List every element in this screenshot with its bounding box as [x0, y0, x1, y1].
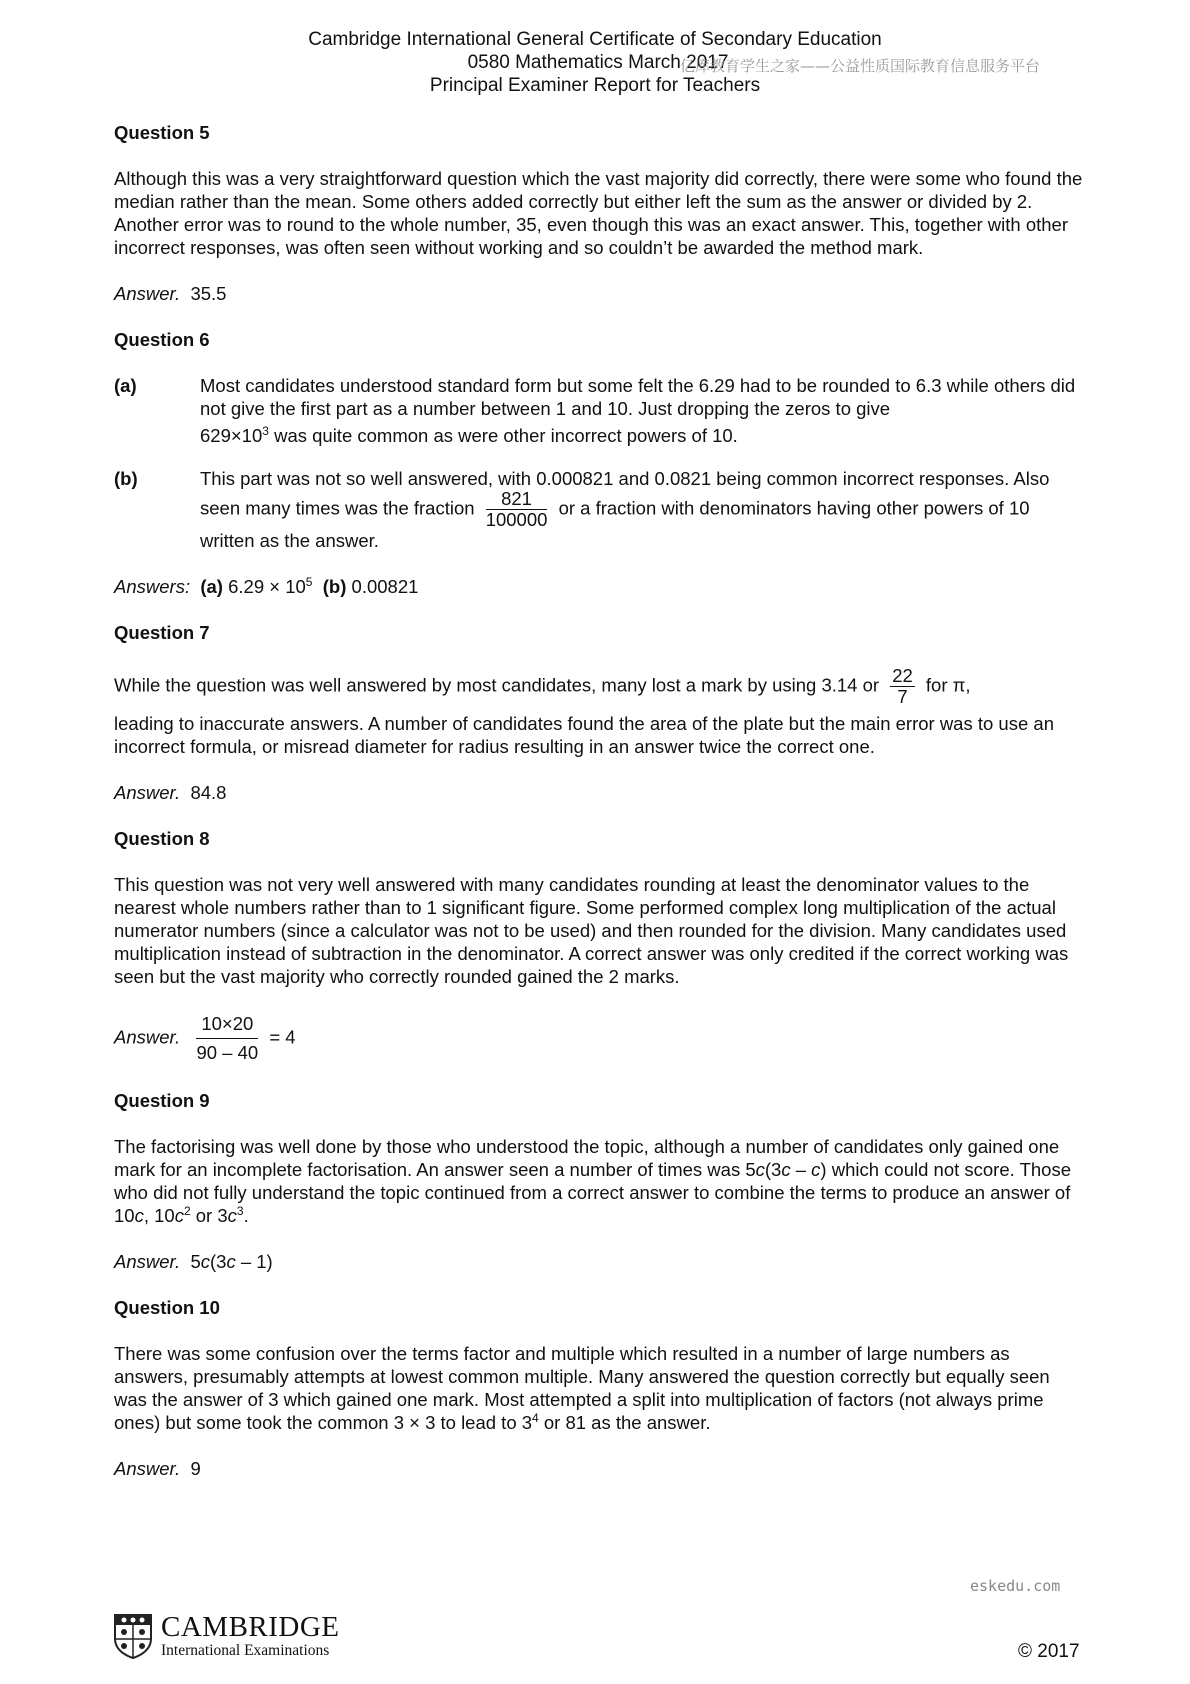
question-6-part-b	[114, 467, 1084, 552]
part-label: (a)	[114, 375, 137, 396]
text-run: The factorising was well done by those who understood the topic, although a number of candidates only gained one mark for an incomplete factorisation. An answer seen a number of times was 5	[114, 1136, 1060, 1180]
question-8-answer	[114, 1011, 1084, 1066]
answer-a-exponent: 5	[305, 574, 313, 589]
fraction	[196, 1011, 258, 1066]
part-label: (b)	[114, 468, 138, 489]
fraction-numerator: 10×20	[196, 1011, 258, 1039]
fraction-denominator: 100000	[485, 509, 548, 530]
question-5-title: Question 5	[114, 122, 210, 143]
question-7-text-1: While the question was well answered by most candidates, many lost a mark by using 3.14 or	[114, 674, 880, 696]
part-b-text-end: or a fraction with denominators having other powers of 10 written as the answer.	[200, 497, 1030, 551]
question-8-title: Question 8	[114, 828, 210, 849]
cambridge-logo	[113, 1612, 353, 1660]
report-content	[114, 121, 1084, 1503]
expression-exponent: 3	[262, 423, 269, 438]
question-10-body	[114, 1342, 1084, 1434]
question-5-body: Although this was a very straightforward question which the vast majority did correctly, there were some who found the median rather than the mean. Some others added correctly but either left the sum as the answer or divided by 2. Another error was to round to the whole number, 35, even though this was an exact answer. This, together with other incorrect responses, was often seen without working and so couldn’t be awarded the method mark.	[114, 168, 1083, 258]
answer-label: Answer.	[114, 782, 181, 803]
answer-label: Answer.	[114, 1251, 181, 1272]
question-7-text-3: leading to inaccurate answers. A number of candidates found the area of the plate but the main error was to use an incorrect formula, or misread diameter for radius resulting in an answer twice the correct one.	[114, 713, 1054, 757]
part-b-text: This part was not so well answered, with 0.000821 and 0.0821 being common incorrect responses. Also seen many times was the fraction	[200, 468, 1050, 519]
shield-crest-icon	[113, 1613, 153, 1659]
watermark: 亿库教育学生之家——公益性质国际教育信息服务平台	[680, 57, 1041, 75]
text-run: There was some confusion over the terms factor and multiple which resulted in a number of large numbers as answers, presumably attempts at lowest common multiple. Many answered the question correctly but equally seen was the answer of 3 which gained one mark. Most attempted a split into multiplication of factors (not always prime ones) but some took the common 3 × 3 to lead to 3	[114, 1343, 1050, 1433]
fraction-numerator: 821	[486, 490, 548, 510]
question-6-part-a	[114, 374, 1084, 447]
answer-label: Answer.	[114, 283, 181, 304]
question-6-answer	[114, 575, 1084, 598]
answer-result: = 4	[269, 1026, 296, 1048]
question-7-text-2: for π,	[925, 674, 971, 696]
question-5-answer	[114, 282, 1084, 305]
logo-subtitle: International Examinations	[161, 1642, 330, 1659]
answer-value: 9	[190, 1458, 201, 1479]
answer-label: Answers:	[114, 576, 191, 597]
variable-c: c	[781, 1159, 791, 1180]
variable-c: c	[227, 1205, 237, 1226]
variable-c: c	[755, 1159, 765, 1180]
variable-c: c	[226, 1251, 236, 1272]
header-line-1: Cambridge International General Certificate of Secondary Education	[308, 29, 882, 50]
answer-a-label: (a)	[200, 576, 223, 597]
part-a-text-end: was quite common as were other incorrect powers of 10.	[274, 425, 738, 446]
answer-b-label: (b)	[322, 576, 347, 597]
part-a-text: Most candidates understood standard form but some felt the 6.29 had to be rounded to 6.3 while others did not give the first part as a number between 1 and 10. Just dropping the zeros to give	[200, 375, 1076, 419]
text-run: –	[790, 1159, 812, 1180]
text-run: or 3	[190, 1205, 228, 1226]
answer-part: – 1)	[235, 1251, 273, 1272]
variable-c: c	[200, 1251, 210, 1272]
answer-a: 6.29 × 10	[228, 576, 306, 597]
fraction-denominator: 7	[897, 686, 908, 707]
question-6-title: Question 6	[114, 329, 210, 350]
question-7-title: Question 7	[114, 622, 210, 643]
question-7-body	[114, 667, 1084, 758]
logo-word: CAMBRIDGE	[161, 1611, 340, 1643]
site-watermark: eskedu.com	[970, 1577, 1061, 1595]
question-10-title: Question 10	[114, 1297, 220, 1318]
variable-c: c	[174, 1205, 184, 1226]
question-7-answer	[114, 781, 1084, 804]
variable-c: c	[811, 1159, 821, 1180]
text-run: ) which could not score. Those who did not fully understand the topic continued from a correct answer to combine the terms to produce an answer of 10	[114, 1159, 1071, 1226]
question-9-body: The factorising was well done by those who understood the topic, although a number of candidates only gained one mark for an incomplete factorisation. An answer seen a number of times was 5c(3c – c) which could not score. Those who did not fully understand the topic continued from a correct answer to combine the terms to produce an answer of 10c, $10c^2$ or $3c^3$.	[114, 1136, 1071, 1226]
fraction-denominator: 90 – 40	[196, 1042, 259, 1063]
answer-value: 84.8	[190, 782, 227, 803]
answer-part: 5	[190, 1251, 201, 1272]
variable-c: c	[134, 1205, 144, 1226]
question-9-title: Question 9	[114, 1090, 210, 1111]
answer-part: (3	[209, 1251, 227, 1272]
question-8-body: This question was not very well answered with many candidates rounding at least the denominator values to the nearest whole numbers rather than to 1 significant figure. Some performed complex long multiplication of the actual numerator numbers (since a calculator was not to be used) and then rounded for the division. Many candidates used multiplication instead of subtraction in the denominator. A correct answer was only credited if the correct working was seen but the vast majority who correctly rounded gained the 2 marks.	[114, 874, 1069, 987]
text-run: or 81 as the answer.	[538, 1412, 711, 1433]
answer-label: Answer.	[114, 1026, 181, 1048]
fraction	[486, 490, 548, 529]
fraction	[890, 667, 915, 706]
expression-base: 629×10	[200, 425, 263, 446]
text-run: (3	[764, 1159, 782, 1180]
question-10-answer	[114, 1457, 1084, 1480]
answer-b: 0.00821	[351, 576, 419, 597]
copyright: © 2017	[1018, 1641, 1080, 1662]
answer-value: 35.5	[190, 283, 227, 304]
exponent: 2	[183, 1203, 191, 1218]
fraction-numerator: 22	[892, 665, 913, 686]
header-line-3: Principal Examiner Report for Teachers	[429, 75, 761, 96]
header-line-2: 0580 Mathematics March 2017	[467, 52, 729, 73]
exponent: 4	[532, 1410, 539, 1425]
exponent: 3	[236, 1203, 244, 1218]
answer-label: Answer.	[114, 1458, 181, 1479]
question-9-answer	[114, 1250, 1084, 1273]
text-run: , 10	[143, 1205, 175, 1226]
part-a-expression	[200, 424, 269, 447]
